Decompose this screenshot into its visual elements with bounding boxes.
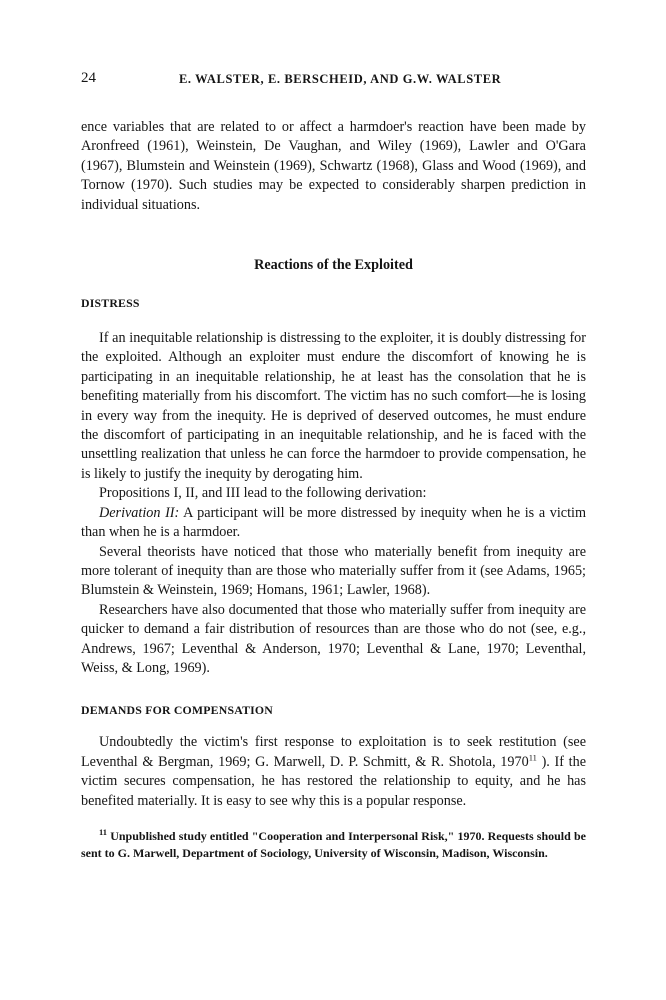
- compensation-text-before: Undoubtedly the victim's first response to exploitation is to seek restitution (see Leventhal & Bergman, 1969; G. Marwell, D. P. Schmitt, & R. Shotola, 1970: [81, 734, 586, 770]
- body-text: [81, 118, 586, 862]
- derivation-text: A participant will be more distressed by inequity when he is a victim than when he is a harmdoer.: [81, 504, 586, 541]
- distress-paragraph-1: If an inequitable relationship is distressing to the exploiter, it is doubly distressing for the exploited. Although an exploiter must endure the discomfort of knowing he is participating in an inequitable relationship, he at least has the consolation that he is benefiting materially from his discomfort. The victim has no such comfort—he is losing in every way from the inequity. He is deprived of deserved outcomes, he must endure the discomfort of participating in an inequitable relationship, and he is faced with the unsettling realization that unless he can force the harmdoer to provide compensation, he is likely to justify the inequity by derogating him.: [81, 330, 586, 482]
- footnote: [81, 828, 586, 862]
- compensation-paragraph: [81, 733, 586, 811]
- section-title: Reactions of the Exploited: [254, 257, 413, 274]
- opening-paragraph: ence variables that are related to or affect a harmdoer's reaction have been made by Aronfreed (1961), Weinstein, De Vaughan, and Wiley (1969), Lawler and O'Gara (1967), Blumstein and Weinstein (1969), Schwartz (1968), Glass and Wood (1969), and Tornow (1970). Such studies may be expected to considerably sharpen prediction in individual situations.: [81, 119, 586, 213]
- subheading-distress: DISTRESS: [81, 296, 140, 311]
- running-head: E. WALSTER, E. BERSCHEID, AND G.W. WALSTER: [179, 72, 502, 86]
- distress-paragraph-2: Propositions I, II, and III lead to the following derivation:: [99, 485, 427, 502]
- distress-paragraph-5: Researchers have also documented that those who materially suffer from inequity are quicker to demand a fair distribution of resources than are those who do not (see, e.g., Andrews, 1967; Leventhal & Anderson, 1970; Leventhal & Lane, 1970; Leventhal, Weiss, & Long, 1969).: [81, 601, 586, 676]
- distress-paragraph-4: Several theorists have noticed that those who materially benefit from inequity are more tolerant of inequity than are those who materially suffer from it (see Adams, 1965; Blumstein & Weinstein, 1969; Homans, 1961; Lawler, 1968).: [81, 543, 586, 599]
- footnote-text: Unpublished study entitled "Cooperation and Interpersonal Risk," 1970. Requests should be sent to G. Marwell, Department of Sociology, University of Wisconsin, Madison, Wisconsin.: [81, 828, 586, 860]
- footnote-reference: 11: [528, 752, 537, 763]
- compensation-text-after: ). If the victim secures compensation, he has restored the relationship to equity, and he has benefited materially. It is easy to see why this is a popular response.: [81, 753, 586, 809]
- subheading-compensation: DEMANDS FOR COMPENSATION: [81, 703, 274, 718]
- footnote-marker: 11: [99, 826, 108, 837]
- derivation-paragraph: [81, 504, 586, 543]
- derivation-label: Derivation II:: [99, 504, 180, 521]
- page-header: [81, 70, 586, 94]
- page-number: 24: [81, 70, 96, 86]
